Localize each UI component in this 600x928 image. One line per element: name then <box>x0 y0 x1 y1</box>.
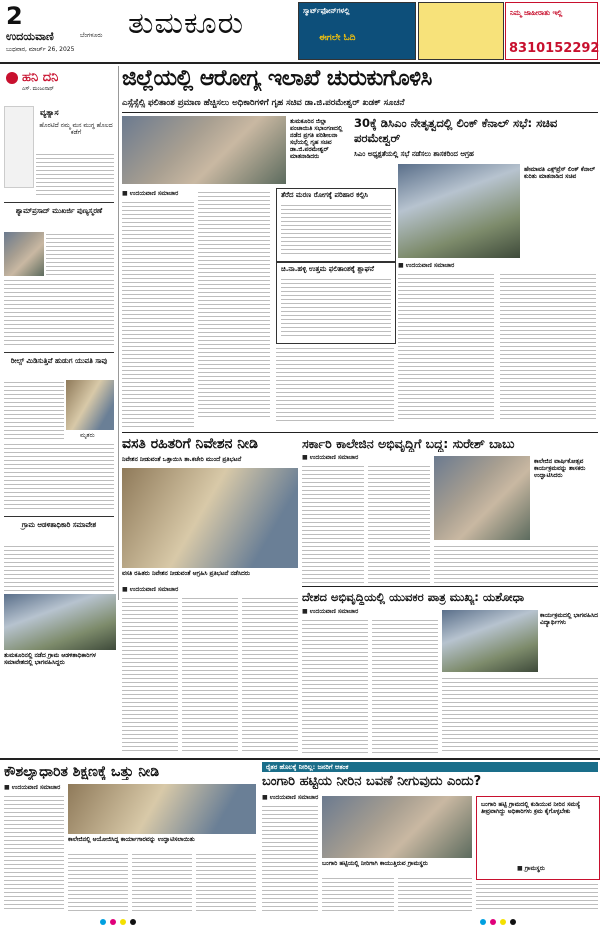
lead-rule <box>122 112 598 113</box>
skill-headline: ಕೌಶಲ್ಯಾಧಾರಿತ ಶಿಕ್ಷಣಕ್ಕೆ ಒತ್ತು ನೀಡಿ <box>4 764 160 780</box>
housing-subhead: ನಿವೇಶನ ನೀಡುವಂತೆ ಒತ್ತಾಯಿಸಿ ತಾ.ಕಚೇರಿ ಮುಂದೆ ಪ್ರತಿಭಟನೆ <box>122 456 242 463</box>
youth-col-1 <box>302 618 368 754</box>
sidebar-rule-1 <box>4 202 114 203</box>
housing-headline: ವಸತಿ ರಹಿತರಿಗೆ ನಿವೇಶನ ನೀಡಿ <box>122 436 258 452</box>
water-photo <box>322 796 472 858</box>
poem-body <box>36 152 114 196</box>
sidebar <box>0 66 119 600</box>
ad-contact-line1: ನಿಮ್ಮ ಜಾಹೀರಾತು ಇಲ್ಲಿ <box>510 9 563 17</box>
water-kicker: ರೈತರ ಹೊಲಕ್ಕೆ ನೀರಿಲ್ಲ: ಜನರಿಗೆ ಆತಂಕ <box>266 763 349 771</box>
water-col-4 <box>476 882 598 912</box>
magenta-mark-icon <box>110 919 116 925</box>
story2-title: ರೀಲ್ಸ್ ಮಿಡಿಸುತ್ತಿವೆ ಹುಡುಗ ಯುವತಿ ಸಾವು <box>10 357 108 365</box>
right-story-col-2 <box>500 272 596 422</box>
water-col-2 <box>322 876 394 912</box>
youth-rule <box>302 586 598 587</box>
water-headline: ಬಂಗಾರಿ ಹಟ್ಟಿಯ ನೀರಿನ ಬವಣೆ ನೀಗುವುದು ಎಂದು? <box>262 774 482 789</box>
ad-contact[interactable] <box>505 2 598 60</box>
college-col-1 <box>302 464 364 584</box>
story1-photo <box>4 232 44 276</box>
story2-photo-caption: ಮೃತರು <box>80 432 95 439</box>
page-number: 2 <box>6 2 23 30</box>
water-quote-author: ■ ಗ್ರಾಮಸ್ಥರು <box>517 865 545 872</box>
story1-body <box>46 232 114 276</box>
college-caption: ಕಾಲೇಜಿನ ವಾರ್ಷಿಕೋತ್ಸವ ಕಾರ್ಯಕ್ರಮವನ್ನು ಶಾಸಕರು ಉದ್ಘಾಟಿಸಿದರು <box>534 458 586 479</box>
lead-byline: ■ ಉದಯವಾಣಿ ಸಮಾಚಾರ <box>122 190 179 197</box>
story2-photo <box>66 380 114 430</box>
story3-body <box>4 544 114 598</box>
lead-col-2 <box>198 190 270 420</box>
youth-caption: ಕಾರ್ಯಕ್ರಮದಲ್ಲಿ ಭಾಗವಹಿಸಿದ ವಿದ್ಯಾರ್ಥಿಗಳು <box>540 612 598 626</box>
yellow-mark-icon <box>120 919 126 925</box>
water-byline: ■ ಉದಯವಾಣಿ ಸಮಾಚಾರ <box>262 794 319 801</box>
cyan-mark-icon-2 <box>480 919 486 925</box>
youth-byline: ■ ಉದಯವಾಣಿ ಸಮಾಚಾರ <box>302 608 359 615</box>
masthead-divider <box>0 62 600 64</box>
bottom-divider <box>0 758 600 760</box>
registration-marks <box>0 916 600 928</box>
sidebar-rule-3 <box>4 516 114 517</box>
cyan-mark-icon <box>100 919 106 925</box>
black-mark-icon-2 <box>510 919 516 925</box>
water-quote: ಬಂಗಾರಿ ಹಟ್ಟಿ ಗ್ರಾಮದಲ್ಲಿ ಕುಡಿಯುವ ನೀರಿನ ಸಮಸ್ಯೆ ತೀವ್ರವಾಗಿದ್ದು ಅಧಿಕಾರಿಗಳು ಕ್ರಮ ಕೈಗೊಳ್ಳಬೇಕು <box>481 801 581 815</box>
college-headline: ಸರ್ಕಾರಿ ಕಾಲೇಜಿನ ಅಭಿವೃದ್ಧಿಗೆ ಬದ್ಧ: ಸುರೇಶ್ ಬಾಬು <box>302 436 515 451</box>
lead-photo <box>122 116 286 184</box>
city-small: ಬೆಂಗಳೂರು <box>80 32 103 39</box>
youth-headline: ದೇಶದ ಅಭಿವೃದ್ಧಿಯಲ್ಲಿ ಯುವಕರ ಪಾತ್ರ ಮುಖ್ಯ: ಯಶೋಧಾ <box>302 590 525 604</box>
college-photo <box>434 456 530 540</box>
youth-col-3 <box>442 676 598 754</box>
right-story-caption: ಹೇಮಾವತಿ ಎಕ್ಸ್‌ಪ್ರೆಸ್ ಲಿಂಕ್ ಕೆನಾಲ್ ಕುರಿತು ಮಾತನಾಡಿದ ಸಚಿವ <box>524 166 596 180</box>
housing-col-3 <box>242 596 298 754</box>
youth-col-2 <box>372 618 438 754</box>
sidebar-event-caption: ತುಮಕೂರಿನಲ್ಲಿ ನಡೆದ ಗ್ರಾಮ ಆಡಳಿತಾಧಿಕಾರಿಗಳ ಸಮಾವೇಶದಲ್ಲಿ ಭಾಗವಹಿಸಿದ್ದರು <box>4 652 96 666</box>
right-story <box>354 116 598 426</box>
magenta-mark-icon-2 <box>490 919 496 925</box>
ad-app[interactable] <box>298 2 416 60</box>
right-story-byline: ■ ಉದಯವಾಣಿ ಸಮಾಚಾರ <box>398 262 455 269</box>
housing-col-1 <box>122 596 178 754</box>
story2-body <box>4 380 64 440</box>
black-mark-icon <box>130 919 136 925</box>
story3-title: ಗ್ರಾಮ ಆಡಳಿತಾಧಿಕಾರಿ ಸಮಾವೇಶ <box>21 521 97 529</box>
edition-title: ತುಮಕೂರು <box>128 6 245 41</box>
right-story-subhead: ಸಿಎಂ ಅಧ್ಯಕ್ಷತೆಯಲ್ಲಿ ಸಭೆ ನಡೆಸಲು ಶಾಸಕರಿಂದ ಆಗ್ರಹ <box>354 150 474 158</box>
ad-phone[interactable] <box>418 2 504 60</box>
brand-logo: ಉದಯವಾಣಿ <box>6 30 54 43</box>
story1-title: ಶ್ಯಾಮ್‌ಪ್ರಸಾದ್ ಮುಖರ್ಜಿ ಪುಣ್ಯಸ್ಮರಣೆ <box>15 207 103 215</box>
water-caption: ಬಂಗಾರಿ ಹಟ್ಟಿಯಲ್ಲಿ ನೀರಿಗಾಗಿ ಕಾಯುತ್ತಿರುವ ಗ್ರಾಮಸ್ಥರು <box>322 860 428 867</box>
sidebar-rule-2 <box>4 352 114 353</box>
skill-col-4 <box>196 852 256 912</box>
college-col-3 <box>434 544 598 584</box>
water-quote-box <box>476 796 600 880</box>
skill-caption: ಕಾಲೇಜಿನಲ್ಲಿ ಆಯೋಜಿಸಿದ್ದ ಕಾರ್ಯಾಗಾರವನ್ನು ಉದ್ಘಾಟಿಸಲಾಯಿತು <box>68 836 195 843</box>
skill-col-3 <box>132 852 192 912</box>
right-story-photo <box>398 164 520 258</box>
sidebar-event-photo <box>4 594 116 650</box>
housing-byline: ■ ಉದಯವಾಣಿ ಸಮಾಚಾರ <box>122 586 179 593</box>
sidebar-brand-label: ಹನಿ ದನಿ <box>22 70 59 85</box>
lead-subhead: ಎಸ್ಸೆಸ್ಸೆಲ್ಸಿ ಫಲಿತಾಂಶ ಪ್ರಮಾಣ ಹೆಚ್ಚಿಸಲು ಅಧಿಕಾರಿಗಳಿಗೆ ಗೃಹ ಸಚಿವ ಡಾ.ಜಿ.ಪರಮೇಶ್ವರ್ ಖಡಕ್ ಸೂಚನೆ <box>122 98 405 108</box>
drop-icon <box>6 72 18 84</box>
lead-box-1-title: ತೆರೆದ ಮರಣ ರೋಗಕ್ಕೆ ಪರಿಹಾರ ಕಲ್ಪಿಸಿ <box>281 191 368 199</box>
skill-byline: ■ ಉದಯವಾಣಿ ಸಮಾಚಾರ <box>4 784 61 791</box>
lead-col-1-body <box>122 200 194 428</box>
lead-box-2-title: ಚಿ.ನಾ.ಹಳ್ಳಿ ಉತ್ತಮ ಫಲಿತಾಂಶಕ್ಕೆ ಶ್ಲಾಘನೆ <box>281 265 374 273</box>
ad-phone-number: 8310152292 <box>509 41 600 56</box>
story2-body-2 <box>4 442 114 512</box>
ad-app-line1: ಸ್ಮಾರ್ಟ್‌ಫೋನ್‌ಗಳಲ್ಲಿ <box>303 7 350 15</box>
skill-col-2 <box>68 852 128 912</box>
masthead <box>0 0 600 62</box>
ad-app-line2: ಈಗಲೇ ಓದಿ <box>319 33 356 43</box>
upper-divider <box>122 432 598 433</box>
poem-text: ಹೊರಟಿದೆ ನಮ್ಮ ಮನ ಮುಗ್ಧ ಹೊಲದ ಕಡೆಗೆ <box>39 122 113 136</box>
college-col-2 <box>368 464 430 584</box>
sidebar-brand <box>6 70 112 94</box>
lead-col-1 <box>122 190 194 430</box>
water-col-1 <box>262 804 318 912</box>
poem-title: ವ್ಯತ್ಯಾಸ <box>40 108 59 117</box>
skill-photo <box>68 784 256 834</box>
housing-caption: ವಸತಿ ರಹಿತರು ನಿವೇಶನ ನೀಡುವಂತೆ ಆಗ್ರಹಿಸಿ ಪ್ರತಿಭಟನೆ ನಡೆಸಿದರು <box>122 570 251 577</box>
water-kicker-band <box>262 762 598 772</box>
housing-col-2 <box>182 596 238 754</box>
housing-photo <box>122 468 298 568</box>
water-col-3 <box>398 876 472 912</box>
story1-body-2 <box>4 278 114 348</box>
youth-photo <box>442 610 538 672</box>
skill-col-1 <box>4 794 64 912</box>
lead-headline: ಜಿಲ್ಲೆಯಲ್ಲಿ ಆರೋಗ್ಯ ಇಲಾಖೆ ಚುರುಕುಗೊಳಿಸಿ <box>122 66 432 91</box>
yellow-mark-icon-2 <box>500 919 506 925</box>
college-byline: ■ ಉದಯವಾಣಿ ಸಮಾಚಾರ <box>302 454 359 461</box>
issue-date: ಬುಧವಾರ, ಮಾರ್ಚ್ 26, 2025 <box>6 46 75 53</box>
right-story-headline: 30ಕ್ಕೆ ಡಿಸಿಎಂ ನೇತೃತ್ವದಲ್ಲಿ ಲಿಂಕ್ ಕೆನಾಲ್ ಸಭೆ: ಸಚಿವ ಪರಮೇಶ್ವರ್ <box>354 116 558 145</box>
lead-photo-caption: ತುಮಕೂರಿನ ಜಿಲ್ಲಾ ಪಂಚಾಯಿತಿ ಸಭಾಂಗಣದಲ್ಲಿ ನಡೆದ ಪ್ರಗತಿ ಪರಿಶೀಲನಾ ಸಭೆಯಲ್ಲಿ ಗೃಹ ಸಚಿವ ಡಾ.ಜಿ.ಪರಮೇಶ್ವರ್ ಮಾತನಾಡಿದರು <box>290 118 343 160</box>
poem-icon <box>4 106 34 188</box>
right-story-col-1 <box>398 272 494 422</box>
sidebar-brand-sub: ಎಸ್. ಮಂಜುನಾಥ್ <box>22 86 54 92</box>
